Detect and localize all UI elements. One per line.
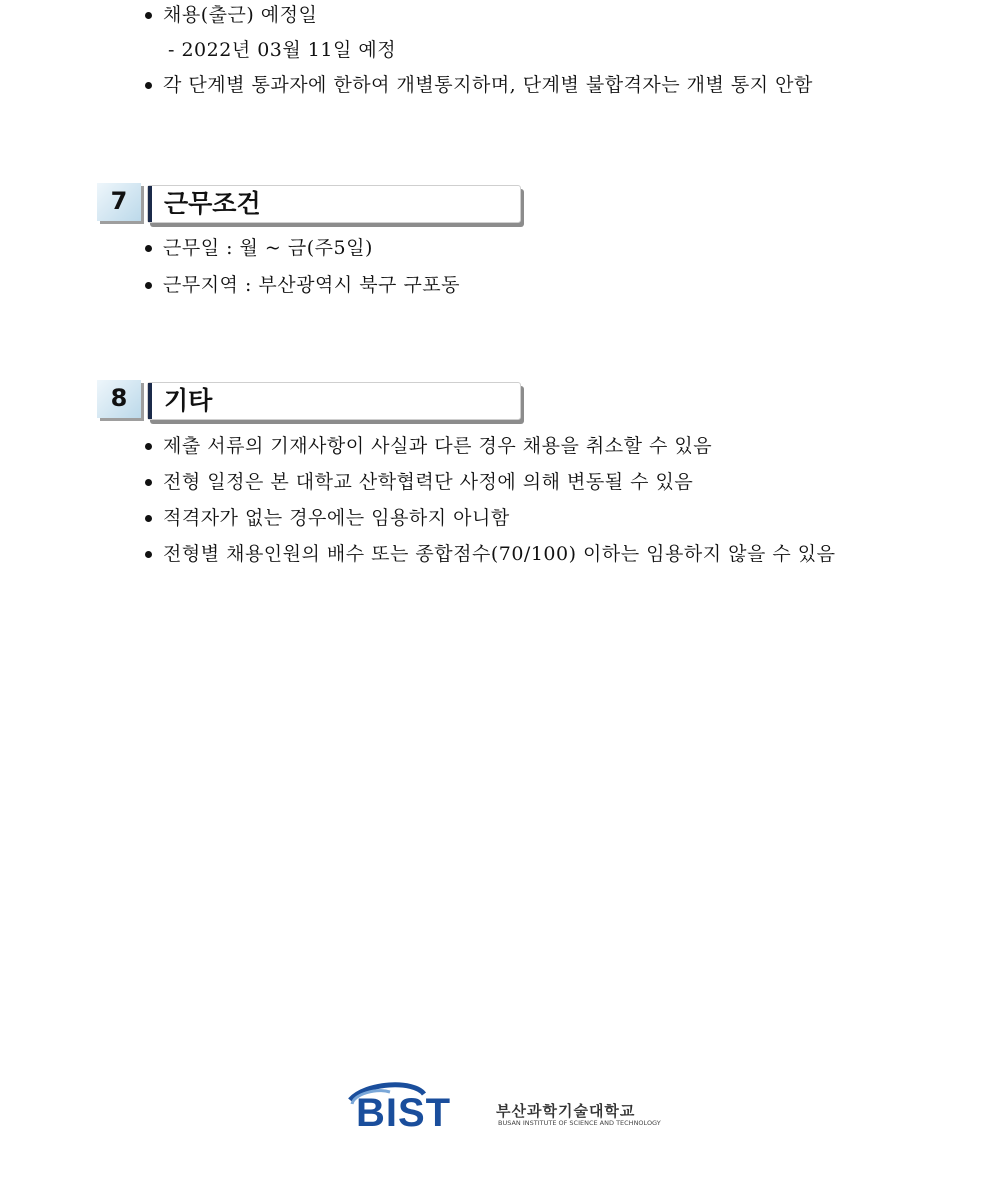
section-title: 기타 <box>164 386 213 415</box>
section-header <box>147 185 521 223</box>
list-item: 채용(출근) 예정일 <box>163 4 318 26</box>
bullet <box>145 551 152 558</box>
section-header <box>147 382 521 420</box>
section-number: 8 <box>97 380 141 418</box>
list-item: 전형별 채용인원의 배수 또는 종합점수(70/100) 이하는 임용하지 않을 수 있음 <box>163 543 836 565</box>
list-item: 근무지역 : 부산광역시 북구 구포동 <box>163 274 461 296</box>
section-number: 7 <box>97 183 141 221</box>
bullet <box>145 245 152 252</box>
section-accent-bar <box>148 186 152 222</box>
svg-text:BIST: BIST <box>356 1091 452 1132</box>
university-logo <box>346 1080 666 1132</box>
section-title: 근무조건 <box>164 189 261 218</box>
list-item: 전형 일정은 본 대학교 산학협력단 사정에 의해 변동될 수 있음 <box>163 471 694 493</box>
bist-logo-icon <box>346 1080 486 1132</box>
bullet <box>145 515 152 522</box>
bullet <box>145 282 152 289</box>
university-name-kr: 부산과학기술대학교 <box>496 1102 636 1120</box>
list-sub-item: - 2022년 03월 11일 예정 <box>168 39 397 61</box>
bullet <box>145 479 152 486</box>
list-item: 각 단계별 통과자에 한하여 개별통지하며, 단계별 불합격자는 개별 통지 안함 <box>163 74 813 96</box>
bullet <box>145 12 152 19</box>
university-name-en: BUSAN INSTITUTE OF SCIENCE AND TECHNOLOGY <box>498 1119 661 1127</box>
list-item: 제출 서류의 기재사항이 사실과 다른 경우 채용을 취소할 수 있음 <box>163 435 713 457</box>
list-item: 적격자가 없는 경우에는 임용하지 아니함 <box>163 507 510 529</box>
section-accent-bar <box>148 383 152 419</box>
list-item: 근무일 : 월 ~ 금(주5일) <box>163 237 373 259</box>
bullet <box>145 82 152 89</box>
bullet <box>145 443 152 450</box>
